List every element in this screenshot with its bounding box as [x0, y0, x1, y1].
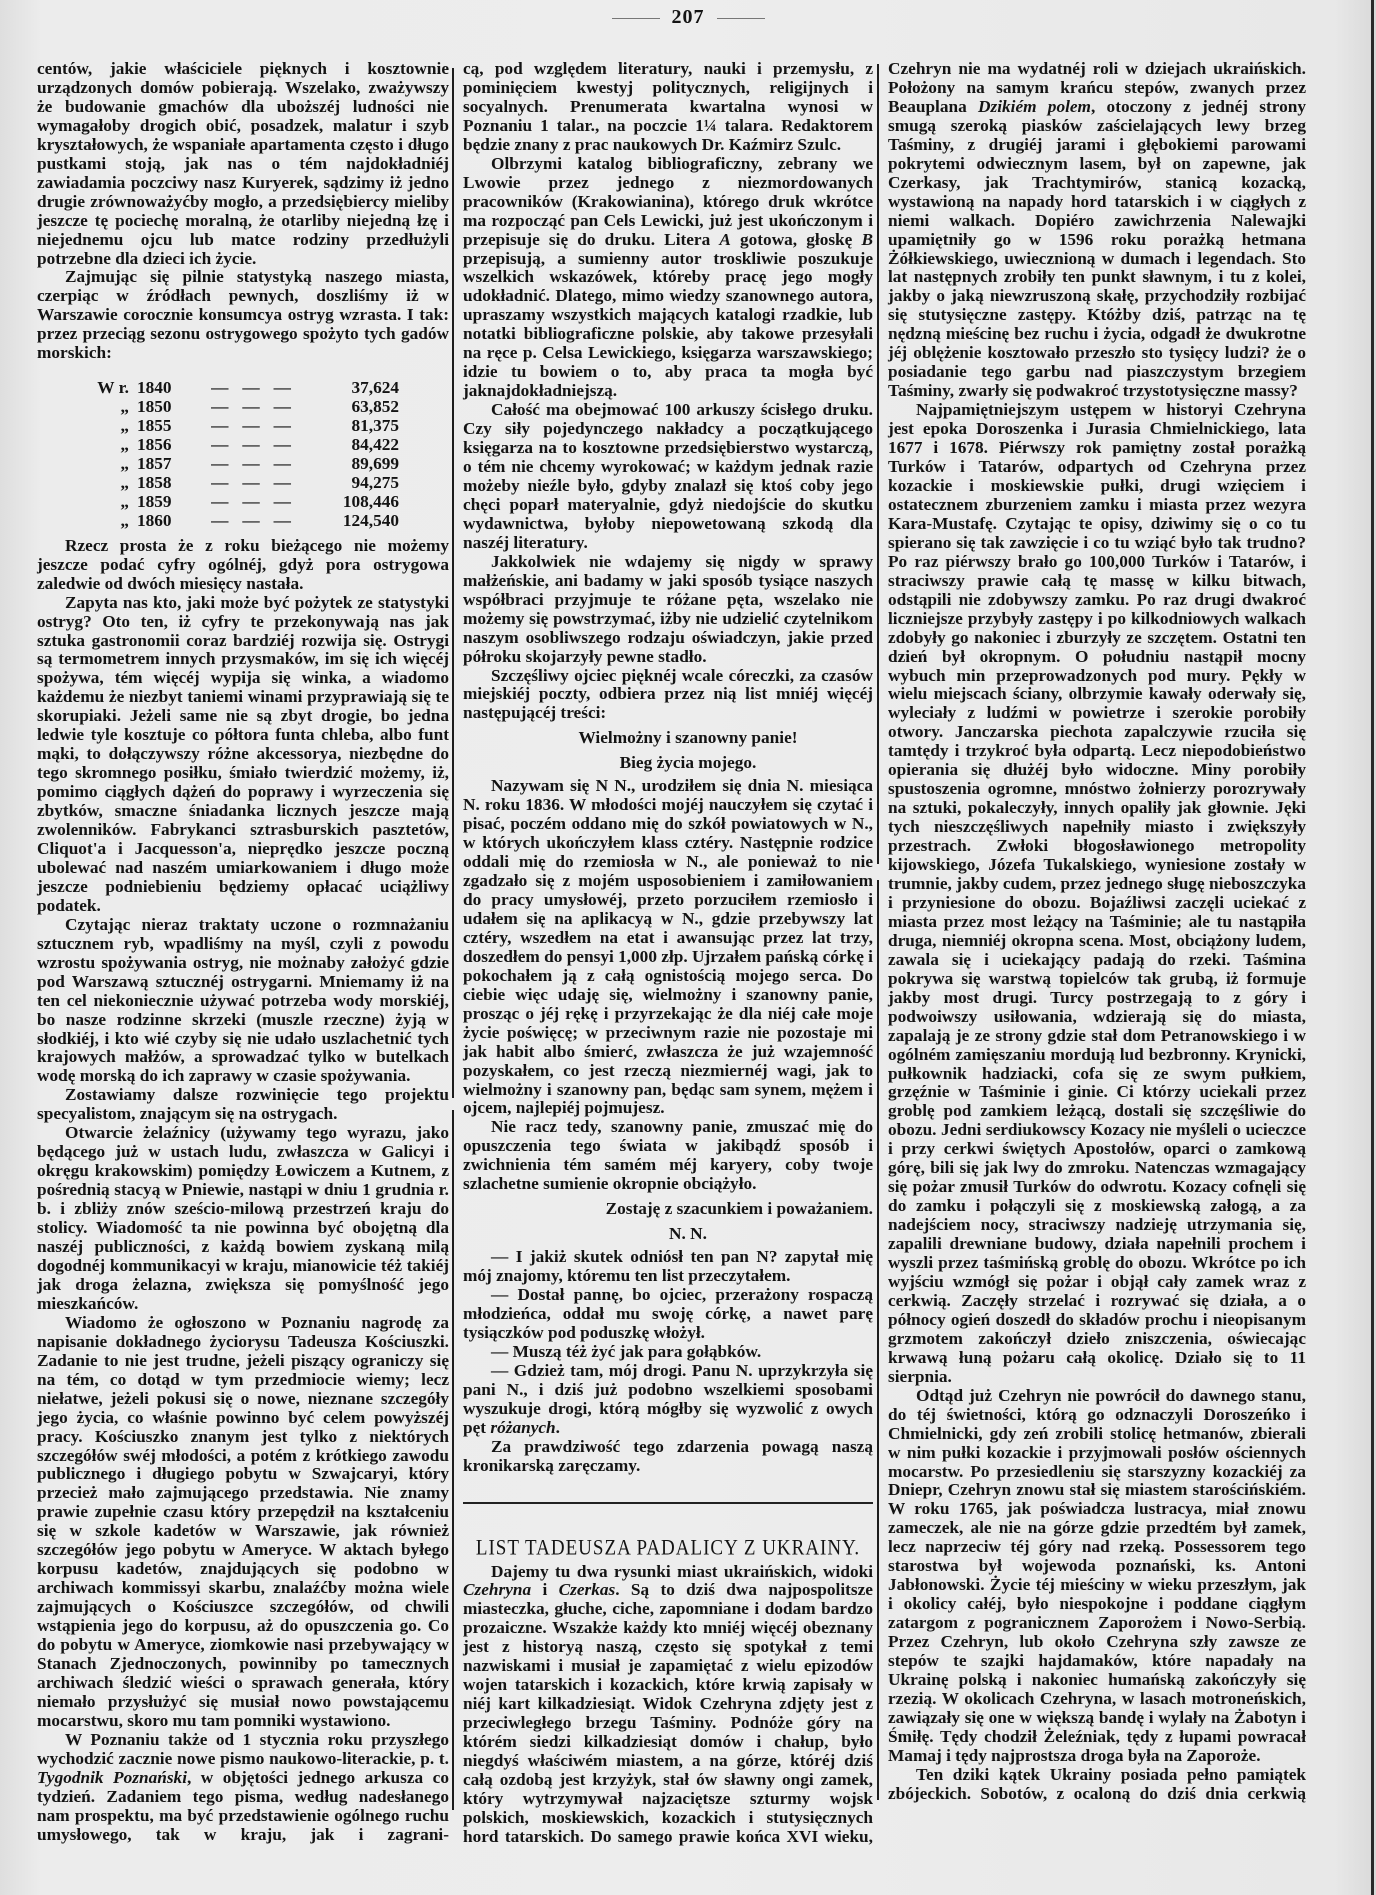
leader-dashes: ———: [211, 397, 305, 417]
text-run: Szczęśliwy ojciec pięknéj wcale córeczki, za czasów miejskiéj poczty, odbiera przez nią list mniéj więcéj następującéj treści:: [463, 665, 873, 723]
page-number: 207: [671, 6, 705, 28]
year: 1855: [137, 416, 172, 436]
year: 1860: [137, 510, 172, 530]
signature-line: [463, 1200, 873, 1219]
oyster-count: 94,275: [351, 472, 399, 492]
leader-dashes: ———: [211, 378, 305, 398]
italic-text-run: A: [719, 229, 731, 249]
paragraph: [888, 1387, 1306, 1766]
column-rule: [877, 64, 879, 864]
text-run: Za prawdziwość tego zdarzenia powagą naszą kronikarską zaręczamy.: [463, 1436, 873, 1475]
paragraph: [463, 1248, 873, 1286]
oyster-count: 84,422: [351, 435, 399, 455]
paragraph: [463, 1118, 873, 1194]
oyster-count: 37,624: [351, 378, 399, 398]
text-run: Zajmując się pilnie statystyką naszego miasta, czerpiąc w źródłach pewnych, doszliśmy iż w Warszawie corocznie konsumcya ostryg wzrasta. I tak: przez przeciąg sezonu ostrygowego spożyto tych gadów morskich:: [37, 267, 449, 363]
year-prefix: „: [120, 472, 129, 492]
paragraph: [37, 537, 449, 594]
paragraph: [463, 1362, 873, 1438]
text-run: centów, jakie właściciele pięknych i kosztownie urządzonych domów pobierają. Wszelako, zważywszy że budowanie gmachów dla uboższéj ludności nie wymagałoby drogich obić, posadzek, malatur i szyb kryształowych, że wspaniałe apartamenta często i długo pustkami stoją, jak nas o tém najdokładniéj zawiadamia poczciwy nasz Kuryerek, sądzimy iż jedno drugie zrównoważyćby mogło, a przedsiębiercy mieliby jeszcze tę pociechę moralną, że otarliby niejedną łzę i niejednemu ojcu lub matce rodziny przedłużyli potrzebne dla dzieci ich życie.: [37, 59, 449, 268]
text-run: Bieg życia mojego.: [619, 753, 757, 773]
centered-line: [503, 729, 873, 748]
oyster-count: 89,699: [351, 454, 399, 473]
year: 1840: [137, 378, 172, 398]
paragraph: [463, 155, 873, 401]
text-run: Zapyta nas kto, jaki może być pożytek ze statystyki ostryg? Oto ten, iż cyfry te przekonywają nas jak sztuka gastronomii coraz bardziéj rozwija się. Ostrygi są termometrem innych przysmaków, im się ich więcéj spożywa, tém więcéj wypija się winka, a wiadomo każdemu że niezbyt taniemi winami przyprawiają się te skorupiaki. Jeżeli same nie są zbyt drogie, bo jedna ledwie tyle kosztuje co półtora funta chleba, albo funt mąki, to dołączywszy różne akcessorya, niezbędne do tego skromnego posiłku, śmiało twierdzić możemy, iż, pomimo ciągłych dążeń do poprawy i wyrzeczenia się zbytków, smaczne śniadanka licznych jeszcze mają zwolenników. Fabrykanci sztrasburskich pasztetów, Cliquot'a i Jacquesson'a, nieprędko jeszcze poczną ubolewać nad naszém umiarkowaniem i długo może jeszcze podniebieniu będziemy opłacać uciążliwy podatek.: [37, 592, 449, 915]
text-run: Otwarcie żelaźnicy (używamy tego wyrazu, jako będącego już w ustach ludu, zwłaszcza w Galicyi i okręgu krakowskim) pomiędzy Łowiczem a Kutnem, z pośrednią stacyą w Pniewie, nastąpi w dniu 1 grudnia r. b. i zbliży znów sześcio-milową przestrzeń kraju do stolicy. Wiadomość ta nie powinna być obojętną dla naszéj publiczności, z każdą bowiem zyskaną milą dogodnéj kommunikacyi w kraju, mianowicie téż takiéj jak droga żelazna, zwiększa się pomyślność jego mieszkańców.: [37, 1123, 449, 1313]
oyster-count: 124,540: [342, 510, 399, 530]
page-number-header: [0, 6, 1376, 29]
text-run: Zostaję z szacunkiem i poważaniem.: [605, 1199, 873, 1219]
table-row: [37, 512, 449, 531]
divider: [612, 18, 660, 19]
text-run: Wiadomo że ogłoszono w Poznaniu nagrodę za napisanie dokładnego życiorysu Tadeusza Kościuszki. Zadanie to nie jest trudne, jeżeli piszący ograniczy się na tém, co dotąd w tym przedmiocie wiemy; lecz niełatwe, jeżeli pokusi się o nowe, nieznane szczegóły jego życia, co właśnie powinno być celem powyższéj pracy. Kościuszko znanym jest tylko z niektórych szczegółów swéj młodości, a potém z krótkiego zawodu publicznego i długiego pobytu w Szwajcaryi, który przecież mało zajmującego przedstawia. Nie znamy prawie zupełnie czasu który przepędził na kształceniu się w szkole kadetów w Warszawie, jak również szczegółów jego pobytu w Ameryce. W aktach byłego korpusu kadetów, znajdujących się podobno w archiwach kommissyi skarbu, znalaźćby można wiele zajmujących o Kościuszce szczegółów, od chwili wstąpienia jego do korpusu, aż do opuszczenia go. Co do pobytu w Ameryce, ziomkowie nasi przebywający w Stanach Zjednoczonych, powinniby po tamecznych archiwach śledzić wieści o sprawach generała, który niemało przysłużyć się musiał nowo powstającemu mocarstwu, skoro mu tam pomniki wystawiono.: [37, 1312, 449, 1730]
paragraph: [888, 401, 1306, 1387]
text-run: , otoczony z jednéj strony smugą szeroką piasków zaścielających lewy brzeg Taśminy, z drugiéj jarami i głębokiemi parowami pokrytemi odwiecznym lasem, był on zapewne, jak Czerkasy, jak Trachtymirów, stanicą kozacką, wystawioną na napady hord tatarskich i w ciągłych z niemi walkach. Dopiéro zawichrzenia Nalewajki upamiętniły go w 1596 roku porażką hetmana Żółkiewskiego, uwiecznioną w dumach i legendach. Sto lat następnych zrobiły ten punkt sławnym, i tu z kolei, jakby o jaką niewzruszoną skałę, przychodziły rozbijać się stutysięczne zastępy. Któżby dziś, patrząc na tę nędzną mieścinę bez ruchu i życia, odgadł że dwukrotne jéj oblężenie kosztowało przeszło sto tysięcy ludzi? że o posiadanie tego garbu nad piaszczystym brzegiem Taśminy, zwarły się podwakroć trzystotysięczne massy?: [888, 96, 1307, 401]
section-divider: [463, 1502, 873, 1504]
text-run: — Dostał pannę, bo ojciec, przerażony rospaczą młodzieńca, oddał mu swoję córkę, a nawet parę tysiączków pod poduszkę włożył.: [463, 1285, 873, 1342]
paragraph: [37, 916, 449, 1087]
text-run: Jakkolwiek nie wdajemy się nigdy w sprawy małżeńskie, ani badamy w jaki sposób tysiące naszych współbraci przyjmuje te różane pęta, wszelako nie możemy się powstrzymać, iżby nie udzielić czytelnikom naszym osobliwszego rodzaju oświadczyn, jakie przed półroku skojarzyły pewne stadło.: [463, 551, 873, 666]
column-2: [463, 60, 873, 1847]
text-run: Całość ma obejmować 100 arkuszy ścisłego druku. Czy siły pojedynczego nakładcy a początkującego księgarza na to kosztowne przedsiębierstwo wystarczą, o tém nie chcemy wyrokować; w każdym jednak razie możeby nieźle było, gdyby znalazł się ktoś coby jego chęci poparł materyalnie, gdyż niedojście do skutku wydawnictwa, byłoby niepowetowaną szkodą dla naszéj literatury.: [463, 400, 873, 552]
italic-text-run: różanych: [490, 1417, 556, 1437]
paragraph: [888, 1766, 1306, 1804]
text-run: Ten dziki kątek Ukrainy posiada pełno pamiątek zbójeckich. Sobotów, z ocaloną do dziś dnia cerkwią: [888, 1764, 1306, 1803]
table-row: [37, 398, 449, 417]
page-edge: [1371, 0, 1374, 1895]
text-run: Nie racz tedy, szanowny panie, zmuszać mię do opuszczenia tego świata w jakibądź sposób i zwichnienia tém samém méj karyery, coby twoje szlachetne sumienie okropnie obciążyło.: [463, 1117, 873, 1194]
text-run: .: [555, 1417, 560, 1437]
table-row: [37, 493, 449, 512]
paragraph: [37, 1086, 449, 1124]
table-row: [37, 436, 449, 455]
text-run: N. N.: [669, 1224, 707, 1244]
oyster-consumption-table: [37, 379, 449, 531]
year-prefix: „: [120, 491, 129, 511]
text-run: Wielmożny i szanowny panie!: [578, 728, 798, 748]
table-row: [37, 474, 449, 493]
italic-text-run: Tygodnik Poznański: [37, 1767, 187, 1787]
text-run: Olbrzymi katalog bibliograficzny, zebrany we Lwowie przez jednego z niezmordowanych pracowników (Krakowianina), którego druk wkrótce ma rozpocząć pan Cels Lewicki, już jest ukończonym i przepisuje się do druku. Litera: [463, 153, 873, 249]
italic-text-run: Czehryna: [463, 1580, 532, 1600]
paragraph: [463, 1343, 873, 1362]
paragraph: [463, 60, 873, 155]
text-run: Nazywam się N N., urodziłem się dnia N. miesiąca N. roku 1836. W młodości mojéj nauczyłem się czytać i pisać, poczém oddano mię do szkół powiatowych w N., w których ukończyłem klass cztéry. Następnie rodzice oddali mię do rzemiosła w N., ale ponieważ to nie zgadzało się z mojém usposobieniem i zamiłowaniem do pracy umysłowéj, przeto porzuciłem rzemiosło i udałem się na aplikacyą w N., gdzie przebywszy lat cztéry, wszedłem na etat i awansując przez lat trzy, doszedłem do pensyi 1,000 złp. Ujrzałem pańską córkę i pokochałem ją z całą ognistością mojego serca. Do ciebie więc udaję się, wielmożny i szanowny panie, prosząc o jéj rękę i przyrzekając że dla niéj całe moje życie poświęcę; w przeciwnym razie nie pozostaje mi jak habit albo śmierć, zwłaszcza że już wzajemność pozyskałem, co jest rzeczą niezmiernéj wagi, jak to wielmożny i szanowny pan, będąc sam synem, mężem i ojcem, najlepiéj pojmujesz.: [463, 776, 873, 1118]
text-run: , w objętości jednego arkusza co tydzień. Zadaniem tego pisma, według nadesłanego nam prospektu, ma być przedstawienie ogólnego ruchu umysłowego, tak w kraju, jak i zagrani-: [37, 1767, 449, 1844]
paragraph: [463, 1438, 873, 1476]
leader-dashes: ———: [211, 472, 305, 492]
year: 1859: [137, 491, 172, 511]
text-run: gotowa, głoskę: [730, 229, 862, 249]
column-rule: [452, 68, 454, 1098]
year-prefix: „: [120, 510, 129, 530]
column-1: [37, 60, 449, 1845]
text-run: — Muszą téż żyć jak para gołąbków.: [491, 1341, 762, 1361]
year-prefix: „: [120, 435, 129, 455]
text-run: przepisują, a sumienny autor troskliwie poszukuje wszelkich wskazówek, któreby pracę jego mogły udokładnić. Dlatego, mimo wiedzy szanownego autora, upraszamy wszystkich mających katalogi rzadkie, lub notatki bibliograficzne polskie, aby takowe przesyłali na ręce p. Celsa Lewickiego, księgarza warszawskiego; idzie tu bowiem o to, aby praca ta mogła być jaknajdokładniejszą.: [463, 248, 873, 401]
year-prefix: „: [120, 416, 129, 436]
text-run: Rzecz prosta że z roku bieżącego nie możemy jeszcze podać cyfry ogólnéj, gdyż pora ostrygowa zaledwie od dwóch miesięcy nastała.: [37, 535, 449, 593]
italic-text-run: Czerkas: [558, 1580, 616, 1600]
paragraph: [888, 60, 1306, 401]
paragraph: [37, 594, 449, 916]
leader-dashes: ———: [211, 416, 305, 436]
paragraph: [37, 60, 449, 268]
column-3: [888, 60, 1306, 1804]
paragraph: [37, 1731, 449, 1845]
paragraph: [37, 1314, 449, 1731]
leader-dashes: ———: [211, 454, 305, 473]
text-run: W Poznaniu także od 1 stycznia roku przyszłego wychodzić zacznie nowe pismo naukowo-literackie, p. t.: [37, 1729, 449, 1768]
text-run: Zostawiamy dalsze rozwinięcie tego projektu specyalistom, znającym się na ostrygach.: [37, 1085, 449, 1124]
paragraph: [37, 1124, 449, 1314]
oyster-count: 81,375: [351, 416, 399, 436]
leader-dashes: ———: [211, 510, 305, 530]
column-rule: [877, 880, 879, 1800]
text-run: Czehryn nie ma wydatnéj roli w dziejach ukraińskich. Położony na samym krańcu stepów, zwanych przez Beauplana: [888, 59, 1306, 116]
column-rule: [452, 1110, 454, 1810]
year: 1857: [137, 454, 172, 473]
text-run: . Są to dziś dwa najpospolitsze miasteczka, głuche, ciche, zapomniane i dodam bardzo prozaiczne. Wszakże każdy kto mniéj więcéj obeznany jest z historyą naszą, często się spotykał z temi nazwiskami i musiał je zapamiętać z wielu epizodów wojen tatarskich i kozackich, które krwią zapisały w niéj kart kilkadziesiąt. Widok Czehryna zdjęty jest z przeciwległego brzegu Taśminy. Podnóże góry na którém siedzi kilkadziesiąt domów i chałup, było niegdyś właściwém miastem, a na górze, któréj dziś całą ozdobą jest krzyżyk, stał ów sławny ongi zamek, który wytrzymywał najzaciętsze szturmy wojsk polskich, moskiewskich, kozackich i stutysięcznych hord tatarskich. Do samego prawie końca XVI wieku,: [463, 1580, 873, 1846]
paragraph: [463, 1286, 873, 1343]
centered-line: [503, 754, 873, 773]
paragraph: [463, 667, 873, 724]
year-prefix: „: [120, 397, 129, 417]
italic-text-run: Dzikiém polem: [978, 96, 1091, 116]
text-run: Dajemy tu dwa rysunki miast ukraińskich, widoki: [491, 1561, 873, 1581]
year: 1858: [137, 472, 172, 492]
paragraph: [37, 268, 449, 363]
table-row: [37, 455, 449, 474]
year: 1856: [137, 435, 172, 455]
year: 1850: [137, 397, 172, 417]
text-run: — I jakiż skutek odniósł ten pan N? zapytał mię mój znajomy, któremu ten list przeczytałem.: [463, 1247, 873, 1286]
table-row: [37, 417, 449, 436]
year-prefix: W r.: [97, 378, 129, 398]
paragraph: [463, 401, 873, 553]
paragraph: [463, 777, 873, 1118]
text-run: Czytając nieraz traktaty uczone o rozmnażaniu sztucznem ryb, wpadliśmy na myśl, czyli z powodu wzrostu spożywania ostryg, nie możnaby założyć gdzie pod Warszawą sztucznéj ostrygarni. Mniemamy iż na ten cel niekoniecznie używać potrzeba wody morskiéj, bo nasze rodzinne skrzeki (muszle rzeczne) żyją w słodkiéj, i kto wié czyby się nie udało uszlachetnić tych krajowych małżów, a sprowadzać tylko w butelkach wodę morską do ich zaprawy w czasie spożywania.: [37, 914, 449, 1086]
text-run: LIST TADEUSZA PADALICY Z UKRAINY.: [475, 1535, 861, 1561]
text-run: i: [531, 1580, 559, 1600]
oyster-count: 108,446: [342, 491, 399, 511]
paragraph: [463, 553, 873, 667]
centered-line: [503, 1225, 873, 1244]
leader-dashes: ———: [211, 491, 305, 511]
year-prefix: „: [120, 454, 129, 473]
oyster-count: 63,852: [351, 397, 399, 417]
text-run: Najpamiętniejszym ustępem w historyi Czehryna jest epoka Doroszenka i Jurasia Chmielnickiego, lata 1677 i 1678. Piérwszy rok pamiętny został porażką Turków i Tatarów, odpartych od Czehryna przez kozackie i moskiewskie pułki, drugi wzięciem i ostatecznem zburzeniem zamku i miasta przez wezyra Kara-Mustafę. Czytając te opisy, dziwimy się o co tu spierano się tak zawzięcie i co tu wziąć było tak trudno? Po raz piérwszy brało go 100,000 Turków i Tatarów, i straciwszy prawie całą tę massę w kilku bitwach, odstąpili nie zdobywszy zamku. Po raz drugi dwakroć liczniejsze przybyły zastępy i po kilkodniowych walkach zdobyły go nakoniec i zburzyły ze szczętem. Ostatni ten dzień był okropnym. O południu nastąpił mocny wybuch min przeprowadzonych pod mury. Pękły w wielu miejscach ściany, olbrzymie kawały oderwały się, wyleciały z ludźmi w powietrze i szerokie porobiły otwory. Janczarska piechota zapalczywie rzuciła się tamtędy i trzykroć była odpartą. Lecz niepodobieństwo opierania się dłużéj było widoczne. Miny porobiły spustoszenia ogromne, mnóstwo żołnierzy porozrywały na sztuki, pokaleczyły, innych opaliły jak głownie. Jęki tych nieszczęśliwych napełniły miasto i zwiększyły przestrach. Zwłoki błogosławionego metropolity kijowskiego, Józefa Tukalskiego, wyniesione zostały w trumnie, jakby cudem, przez jednego sługę nieboszczyka i przyniesione do obozu. Bojaźliwsi zaczęli uciekać z miasta przez most leżący na Taśminie; ale tu nastąpiła druga, niemniéj okropna scena. Most, obciążony ludem, zawala się i uciekający padają do rzeki. Taśmina pokrywa się warstwą topielców tak grubą, iż formuje jakby most drugi. Turcy postrzegają to z góry i podwoiwszy usiłowania, wdzierają się do miasta, zapalają je ze strony gdzie stał dom Petranowskiego i w ogólném zamięszaniu mordują lud bezbronny. Krynicki, pułkownik hadziacki, cofa się ze swym pułkiem, grzęźnie w Taśminie i ginie. Ci którzy uciekali przez groblę pod zamkiem leżącą, dostali się szczęśliwie do obozu. Jedni serdiukowscy Kozacy nie myśleli o ucieczce i przy cerkwi świętych Apostołów, oparci o zamkową górę, bili się jak lwy do zmroku. Natenczas wzmagający się pożar zmusił Turków do odwrotu. Kozacy cofnęli się do zamku i połączyli się z moskiewską załogą, a za nadejściem nocy, straciwszy nadzieję utrzymania się, zapalili drewniane budowy, działa napełnili prochem i wyszli przez taśmińską groblę do obozu. Wkrótce po ich wyjściu wzmógł się pożar i objął cały zamek wraz z cerkwią. Zaczęły strzelać i rozrywać się działa, a o północy ogień doszedł do składów prochu i nieopisanym grzmotem zakończył dzieło zniszczenia, oświecając krwawą łuną pożaru całą okolicę. Działo się to 11 sierpnia.: [888, 400, 1306, 1386]
paragraph: [463, 1563, 873, 1847]
text-run: — Gdzież tam, mój drogi. Panu N. uprzykrzyła się pani N., i dziś już podobno wszelkiemi sposobami wyszukuje drogi, którą mógłby się wyzwolić z owych pęt: [463, 1360, 873, 1437]
italic-text-run: B: [861, 229, 873, 249]
text-run: Odtąd już Czehryn nie powrócił do dawnego stanu, do téj świetności, którą go odznaczyli Doroszeńko i Chmielnicki, gdy zeń zrobili stolicę hetmanów, zbierali w nim pułki kozackie i przyjmowali posłów ościennych mocarstw. Po przesiedleniu się starszyzny kozackiéj za Dniepr, Czehryn znowu stał się miastem starościńskiém. W roku 1765, jak poświadcza lustracya, miał znowu zameczek, ale nie na górze gdzie przedtém był zamek, lecz naprzeciw téj góry nad rzeką. Possessorem tego starostwa był wojewoda poznański, ks. Antoni Jabłonowski. Życie téj mieściny w wieku przeszłym, jak i okolicy całéj, było niespokojne i poddane ciągłym zatargom z pogranicznem Zaporożem i Nowo-Serbią. Przez Czehryn, lub około Czehryna szły zawsze ze stepów te szajki hajdamaków, które napadały na Ukrainę polską i nakoniec humańską zakończyły się rzezią. W okolicach Czehryna, w lasach motroneńskich, zawiązały się one w większą bandę i wylały na Żabotyn i Śmiłę. Tędy chodził Żeleźniak, tędy z łupami powracał Mamaj i tędy najprostsza droga była na Zaporoże.: [888, 1385, 1306, 1765]
article-heading: [463, 1535, 873, 1561]
divider: [717, 18, 765, 19]
leader-dashes: ———: [211, 435, 305, 455]
table-row: [37, 379, 449, 398]
text-run: cą, pod względem literatury, nauki i przemysłu, z pominięciem kwestyj politycznych, religijnych i socyalnych. Prenumerata kwartalna wynosi w Poznaniu 1 talar., na poczcie 1¼ talara. Redaktorem będzie znany z prac naukowych Dr. Kaźmirz Szulc.: [463, 59, 873, 154]
